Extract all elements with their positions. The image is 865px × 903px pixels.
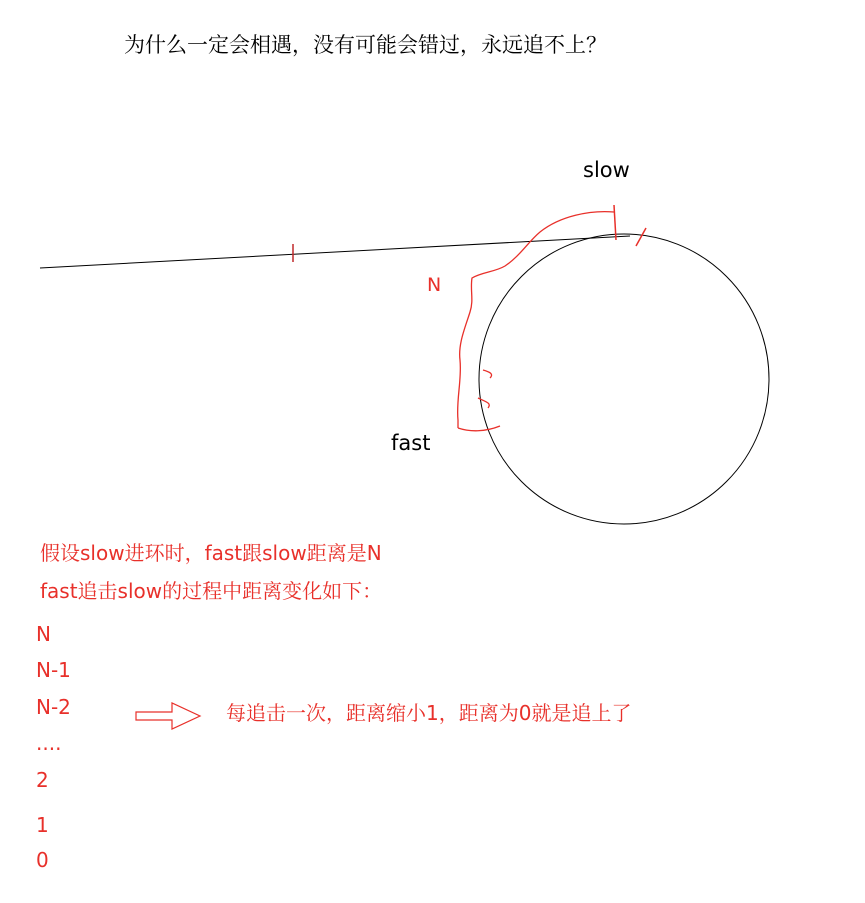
- sequence-item: 1: [36, 813, 49, 837]
- sequence-item: 2: [36, 768, 49, 792]
- fast-marker-1: [483, 370, 492, 378]
- sequence-item: 0: [36, 848, 49, 872]
- slow-label: slow: [583, 158, 630, 182]
- explanation-line-2: fast追击slow的过程中距离变化如下：: [40, 579, 383, 603]
- sequence-item: ....: [36, 731, 62, 755]
- distance-label: N: [427, 274, 442, 296]
- sequence-item: N: [36, 622, 51, 646]
- sequence-item: N-1: [36, 658, 71, 682]
- list-line: [40, 236, 630, 268]
- slow-next-marker: [636, 228, 646, 246]
- page-title: 为什么一定会相遇，没有可能会错过，永远追不上？: [124, 33, 607, 57]
- explanation-line-1: 假设slow进环时，fast跟slow距离是N: [40, 541, 382, 565]
- arrow-note: 每追击一次，距离缩小1，距离为0就是追上了: [226, 701, 632, 725]
- sequence-item: N-2: [36, 695, 71, 719]
- fast-label: fast: [391, 431, 431, 455]
- fast-marker-2: [478, 398, 489, 408]
- cycle-circle: [479, 234, 769, 524]
- hollow-arrow: [136, 703, 200, 729]
- distance-arc-end: [458, 426, 500, 431]
